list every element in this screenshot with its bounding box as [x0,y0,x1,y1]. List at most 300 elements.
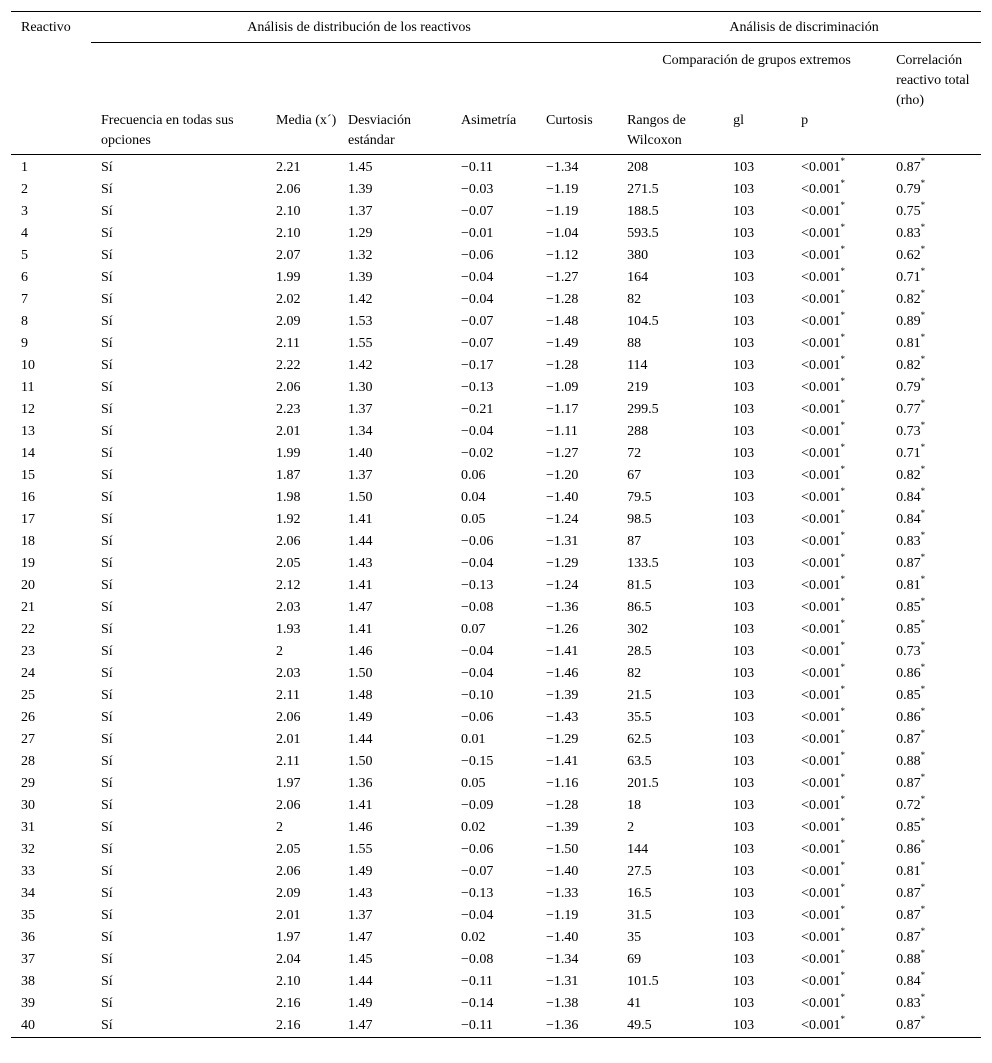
cell-gl [723,575,791,597]
cell-curtosis-value: −1.26 [546,622,579,637]
cell-frecuencia [91,355,266,377]
cell-desviacion [338,553,451,575]
cell-p-value: <0.001 [801,710,841,725]
cell-rangos [617,421,723,443]
cell-reactivo [11,641,91,663]
cell-frecuencia-value: Sí [101,688,113,703]
cell-curtosis-value: −1.34 [546,160,579,175]
cell-p [791,707,886,729]
cell-desviacion-value: 1.32 [348,248,373,263]
cell-desviacion [338,641,451,663]
cell-p-value: <0.001 [801,666,841,681]
cell-asimetria [451,355,536,377]
cell-rho-value: 0.83 [896,996,921,1011]
cell-curtosis-value: −1.46 [546,666,579,681]
table-row [11,685,981,707]
cell-reactivo-value: 31 [21,820,35,835]
cell-asimetria [451,465,536,487]
cell-rangos [617,245,723,267]
cell-rangos [617,751,723,773]
cell-p [791,597,886,619]
cell-curtosis-value: −1.09 [546,380,579,395]
cell-rangos [617,487,723,509]
cell-rho [886,663,981,685]
cell-rho-value: 0.82 [896,468,921,483]
footnote-mark: * [840,882,845,892]
cell-rho-value: 0.81 [896,864,921,879]
cell-rangos-value: 21.5 [627,688,652,703]
cell-p-value: <0.001 [801,754,841,769]
cell-curtosis-value: −1.28 [546,292,579,307]
cell-desviacion-value: 1.30 [348,380,373,395]
cell-rangos-value: 27.5 [627,864,652,879]
cell-p [791,993,886,1015]
cell-curtosis-value: −1.11 [546,424,578,439]
cell-frecuencia [91,575,266,597]
cell-asimetria-value: −0.13 [461,380,494,395]
cell-rangos [617,201,723,223]
cell-reactivo [11,619,91,641]
cell-media-value: 1.87 [276,468,301,483]
cell-rangos [617,949,723,971]
cell-frecuencia-value: Sí [101,798,113,813]
cell-p [791,201,886,223]
cell-reactivo-value: 39 [21,996,35,1011]
footnote-mark: * [840,464,845,474]
cell-rangos [617,575,723,597]
cell-reactivo [11,399,91,421]
footnote-mark: * [840,970,845,980]
cell-p-value: <0.001 [801,182,841,197]
cell-p [791,1015,886,1038]
cell-frecuencia [91,465,266,487]
cell-desviacion [338,685,451,707]
cell-gl [723,971,791,993]
cell-gl-value: 103 [733,556,755,571]
cell-media-value: 2.06 [276,380,301,395]
cell-curtosis [536,707,617,729]
cell-frecuencia-value: Sí [101,710,113,725]
cell-media-value: 2.05 [276,556,301,571]
cell-media-value: 2.09 [276,886,301,901]
cell-frecuencia-value: Sí [101,446,113,461]
cell-media [266,223,338,245]
cell-gl-value: 103 [733,820,755,835]
header-group-distribucion: Análisis de distribución de los reactivos [91,12,617,43]
table-row [11,971,981,993]
cell-p [791,839,886,861]
cell-media-value: 2.10 [276,226,301,241]
cell-gl [723,685,791,707]
footnote-mark: * [840,838,845,848]
cell-rangos [617,531,723,553]
cell-reactivo [11,223,91,245]
cell-frecuencia-value: Sí [101,160,113,175]
cell-desviacion-value: 1.39 [348,182,373,197]
cell-curtosis-value: −1.16 [546,776,579,791]
cell-desviacion [338,1015,451,1038]
cell-desviacion-value: 1.44 [348,534,373,549]
cell-rho [886,179,981,201]
cell-rangos [617,993,723,1015]
footnote-mark: * [840,816,845,826]
footnote-mark: * [920,398,926,408]
footnote-mark: * [840,376,845,386]
cell-reactivo [11,355,91,377]
cell-p [791,883,886,905]
table-row [11,861,981,883]
footnote-mark: * [920,200,926,210]
cell-gl-value: 103 [733,468,755,483]
cell-curtosis-value: −1.48 [546,314,579,329]
cell-curtosis-value: −1.34 [546,952,579,967]
cell-gl [723,663,791,685]
cell-asimetria [451,333,536,355]
cell-reactivo [11,927,91,949]
cell-desviacion-value: 1.46 [348,644,373,659]
cell-media [266,355,338,377]
footnote-mark: * [920,772,926,782]
cell-rho [886,949,981,971]
footnote-mark: * [840,992,845,1002]
cell-asimetria [451,685,536,707]
cell-asimetria [451,861,536,883]
cell-desviacion-value: 1.29 [348,226,373,241]
cell-p [791,575,886,597]
footnote-mark: * [840,222,845,232]
header-p: p [791,103,886,155]
cell-reactivo-value: 3 [21,204,28,219]
cell-reactivo-value: 16 [21,490,35,505]
cell-gl [723,201,791,223]
cell-asimetria-value: −0.17 [461,358,494,373]
cell-desviacion-value: 1.37 [348,468,373,483]
cell-p [791,949,886,971]
cell-desviacion-value: 1.55 [348,336,373,351]
cell-curtosis [536,267,617,289]
cell-gl-value: 103 [733,490,755,505]
cell-gl-value: 103 [733,908,755,923]
cell-asimetria-value: −0.08 [461,600,494,615]
cell-media-value: 2.07 [276,248,301,263]
cell-p-value: <0.001 [801,512,841,527]
cell-frecuencia [91,443,266,465]
table-row [11,155,981,180]
cell-curtosis-value: −1.39 [546,820,579,835]
cell-desviacion [338,993,451,1015]
cell-curtosis-value: −1.40 [546,864,579,879]
cell-gl-value: 103 [733,996,755,1011]
cell-asimetria [451,663,536,685]
cell-reactivo [11,333,91,355]
cell-rangos-value: 81.5 [627,578,652,593]
footnote-mark: * [920,288,926,298]
table-row [11,575,981,597]
cell-frecuencia-value: Sí [101,556,113,571]
footnote-mark: * [920,838,926,848]
cell-p-value: <0.001 [801,248,841,263]
cell-rho [886,223,981,245]
cell-rho [886,993,981,1015]
cell-media [266,155,338,180]
cell-asimetria [451,267,536,289]
cell-media-value: 2.06 [276,864,301,879]
cell-reactivo-value: 4 [21,226,28,241]
cell-gl-value: 103 [733,952,755,967]
cell-gl-value: 103 [733,182,755,197]
cell-p-value: <0.001 [801,424,841,439]
cell-asimetria-value: −0.07 [461,864,494,879]
header-group-discriminacion: Análisis de discriminación [617,12,981,43]
cell-curtosis [536,817,617,839]
cell-p-value: <0.001 [801,204,841,219]
cell-rho-value: 0.77 [896,402,921,417]
cell-reactivo [11,729,91,751]
table-row [11,531,981,553]
cell-curtosis-value: −1.27 [546,270,579,285]
cell-rho [886,883,981,905]
cell-rho [886,685,981,707]
cell-gl-value: 103 [733,358,755,373]
cell-p [791,773,886,795]
cell-reactivo-value: 5 [21,248,28,263]
table-row [11,707,981,729]
cell-media [266,795,338,817]
cell-p-value: <0.001 [801,930,841,945]
cell-gl [723,707,791,729]
table-row [11,399,981,421]
cell-gl [723,245,791,267]
cell-curtosis [536,223,617,245]
cell-frecuencia [91,399,266,421]
cell-rho-value: 0.85 [896,688,921,703]
cell-reactivo [11,905,91,927]
cell-media [266,421,338,443]
footnote-mark: * [840,574,845,584]
cell-gl [723,839,791,861]
cell-p-value: <0.001 [801,644,841,659]
cell-rho-value: 0.87 [896,556,921,571]
cell-reactivo-value: 38 [21,974,35,989]
cell-reactivo [11,883,91,905]
cell-p [791,509,886,531]
cell-media [266,641,338,663]
cell-media [266,267,338,289]
cell-gl [723,223,791,245]
cell-gl-value: 103 [733,930,755,945]
cell-gl-value: 103 [733,270,755,285]
cell-frecuencia-value: Sí [101,622,113,637]
cell-p-value: <0.001 [801,490,841,505]
cell-curtosis-value: −1.19 [546,908,579,923]
cell-p [791,861,886,883]
cell-desviacion-value: 1.45 [348,160,373,175]
cell-rangos-value: 28.5 [627,644,652,659]
cell-curtosis-value: −1.50 [546,842,579,857]
cell-p [791,685,886,707]
header-spacer [91,43,617,103]
cell-desviacion [338,289,451,311]
cell-p-value: <0.001 [801,842,841,857]
cell-frecuencia [91,245,266,267]
cell-desviacion-value: 1.41 [348,512,373,527]
cell-asimetria-value: −0.07 [461,336,494,351]
cell-p-value: <0.001 [801,1018,841,1033]
cell-gl [723,905,791,927]
cell-media-value: 1.93 [276,622,301,637]
cell-rangos-value: 380 [627,248,649,263]
cell-frecuencia [91,155,266,180]
cell-frecuencia [91,597,266,619]
cell-curtosis [536,553,617,575]
table-row [11,509,981,531]
cell-rho-value: 0.73 [896,424,921,439]
cell-frecuencia-value: Sí [101,490,113,505]
cell-reactivo-value: 34 [21,886,35,901]
cell-frecuencia-value: Sí [101,424,113,439]
cell-frecuencia-value: Sí [101,380,113,395]
cell-rangos [617,399,723,421]
cell-rho [886,795,981,817]
cell-rho [886,619,981,641]
footnote-mark: * [920,442,926,452]
cell-rangos-value: 72 [627,446,642,461]
cell-reactivo [11,487,91,509]
cell-rangos-value: 219 [627,380,649,395]
cell-media [266,289,338,311]
table-row [11,487,981,509]
cell-rho [886,751,981,773]
footnote-mark: * [840,200,845,210]
cell-reactivo-value: 29 [21,776,35,791]
cell-p-value: <0.001 [801,270,841,285]
table-row [11,267,981,289]
cell-rangos-value: 288 [627,424,649,439]
cell-asimetria [451,927,536,949]
cell-media-value: 2.11 [276,336,300,351]
cell-gl-value: 103 [733,622,755,637]
table-row [11,663,981,685]
table-row [11,993,981,1015]
cell-p-value: <0.001 [801,622,841,637]
cell-curtosis [536,993,617,1015]
cell-p-value: <0.001 [801,314,841,329]
cell-curtosis [536,377,617,399]
cell-gl-value: 103 [733,776,755,791]
cell-asimetria [451,553,536,575]
cell-asimetria-value: 0.06 [461,468,486,483]
cell-rangos-value: 2 [627,820,635,835]
footnote-mark: * [840,596,845,606]
cell-media [266,707,338,729]
cell-reactivo-value: 23 [21,644,35,659]
cell-gl [723,817,791,839]
cell-media-value: 1.97 [276,776,301,791]
table-row [11,311,981,333]
cell-gl [723,949,791,971]
cell-reactivo [11,553,91,575]
cell-frecuencia [91,773,266,795]
cell-reactivo [11,421,91,443]
cell-curtosis [536,245,617,267]
cell-curtosis [536,289,617,311]
cell-desviacion [338,509,451,531]
footnote-mark: * [920,464,926,474]
cell-desviacion-value: 1.47 [348,600,373,615]
cell-frecuencia-value: Sí [101,996,113,1011]
cell-gl [723,1015,791,1038]
cell-media-value: 2.11 [276,754,300,769]
footnote-mark: * [920,156,926,166]
cell-frecuencia [91,927,266,949]
cell-rho [886,861,981,883]
header-gl: gl [723,103,791,155]
footnote-mark: * [840,288,845,298]
cell-curtosis [536,531,617,553]
cell-rangos [617,773,723,795]
cell-gl [723,531,791,553]
cell-gl [723,311,791,333]
cell-asimetria [451,311,536,333]
cell-p [791,553,886,575]
table-row [11,465,981,487]
cell-reactivo [11,795,91,817]
cell-p-value: <0.001 [801,402,841,417]
cell-reactivo [11,751,91,773]
cell-reactivo [11,993,91,1015]
cell-desviacion-value: 1.47 [348,930,373,945]
cell-p [791,267,886,289]
cell-desviacion-value: 1.39 [348,270,373,285]
cell-curtosis-value: −1.28 [546,798,579,813]
cell-desviacion [338,465,451,487]
cell-reactivo-value: 24 [21,666,35,681]
cell-media [266,575,338,597]
table-row [11,751,981,773]
cell-rho-value: 0.86 [896,842,921,857]
cell-reactivo-value: 10 [21,358,35,373]
cell-media [266,619,338,641]
footnote-mark: * [840,266,845,276]
cell-media [266,465,338,487]
cell-frecuencia-value: Sí [101,908,113,923]
footnote-mark: * [920,948,926,958]
cell-curtosis-value: −1.28 [546,358,579,373]
cell-media-value: 2.12 [276,578,301,593]
cell-asimetria [451,487,536,509]
cell-rangos-value: 302 [627,622,649,637]
cell-gl-value: 103 [733,578,755,593]
cell-frecuencia-value: Sí [101,600,113,615]
cell-p-value: <0.001 [801,226,841,241]
footnote-mark: * [840,442,845,452]
cell-reactivo-value: 14 [21,446,35,461]
cell-rho [886,531,981,553]
cell-reactivo [11,773,91,795]
cell-asimetria-value: 0.05 [461,512,486,527]
cell-p [791,641,886,663]
cell-desviacion [338,927,451,949]
cell-desviacion [338,619,451,641]
cell-curtosis [536,311,617,333]
cell-desviacion-value: 1.43 [348,886,373,901]
cell-media [266,399,338,421]
cell-rangos [617,729,723,751]
cell-asimetria-value: 0.01 [461,732,486,747]
footnote-mark: * [920,904,926,914]
cell-rho-value: 0.89 [896,314,921,329]
cell-desviacion [338,751,451,773]
